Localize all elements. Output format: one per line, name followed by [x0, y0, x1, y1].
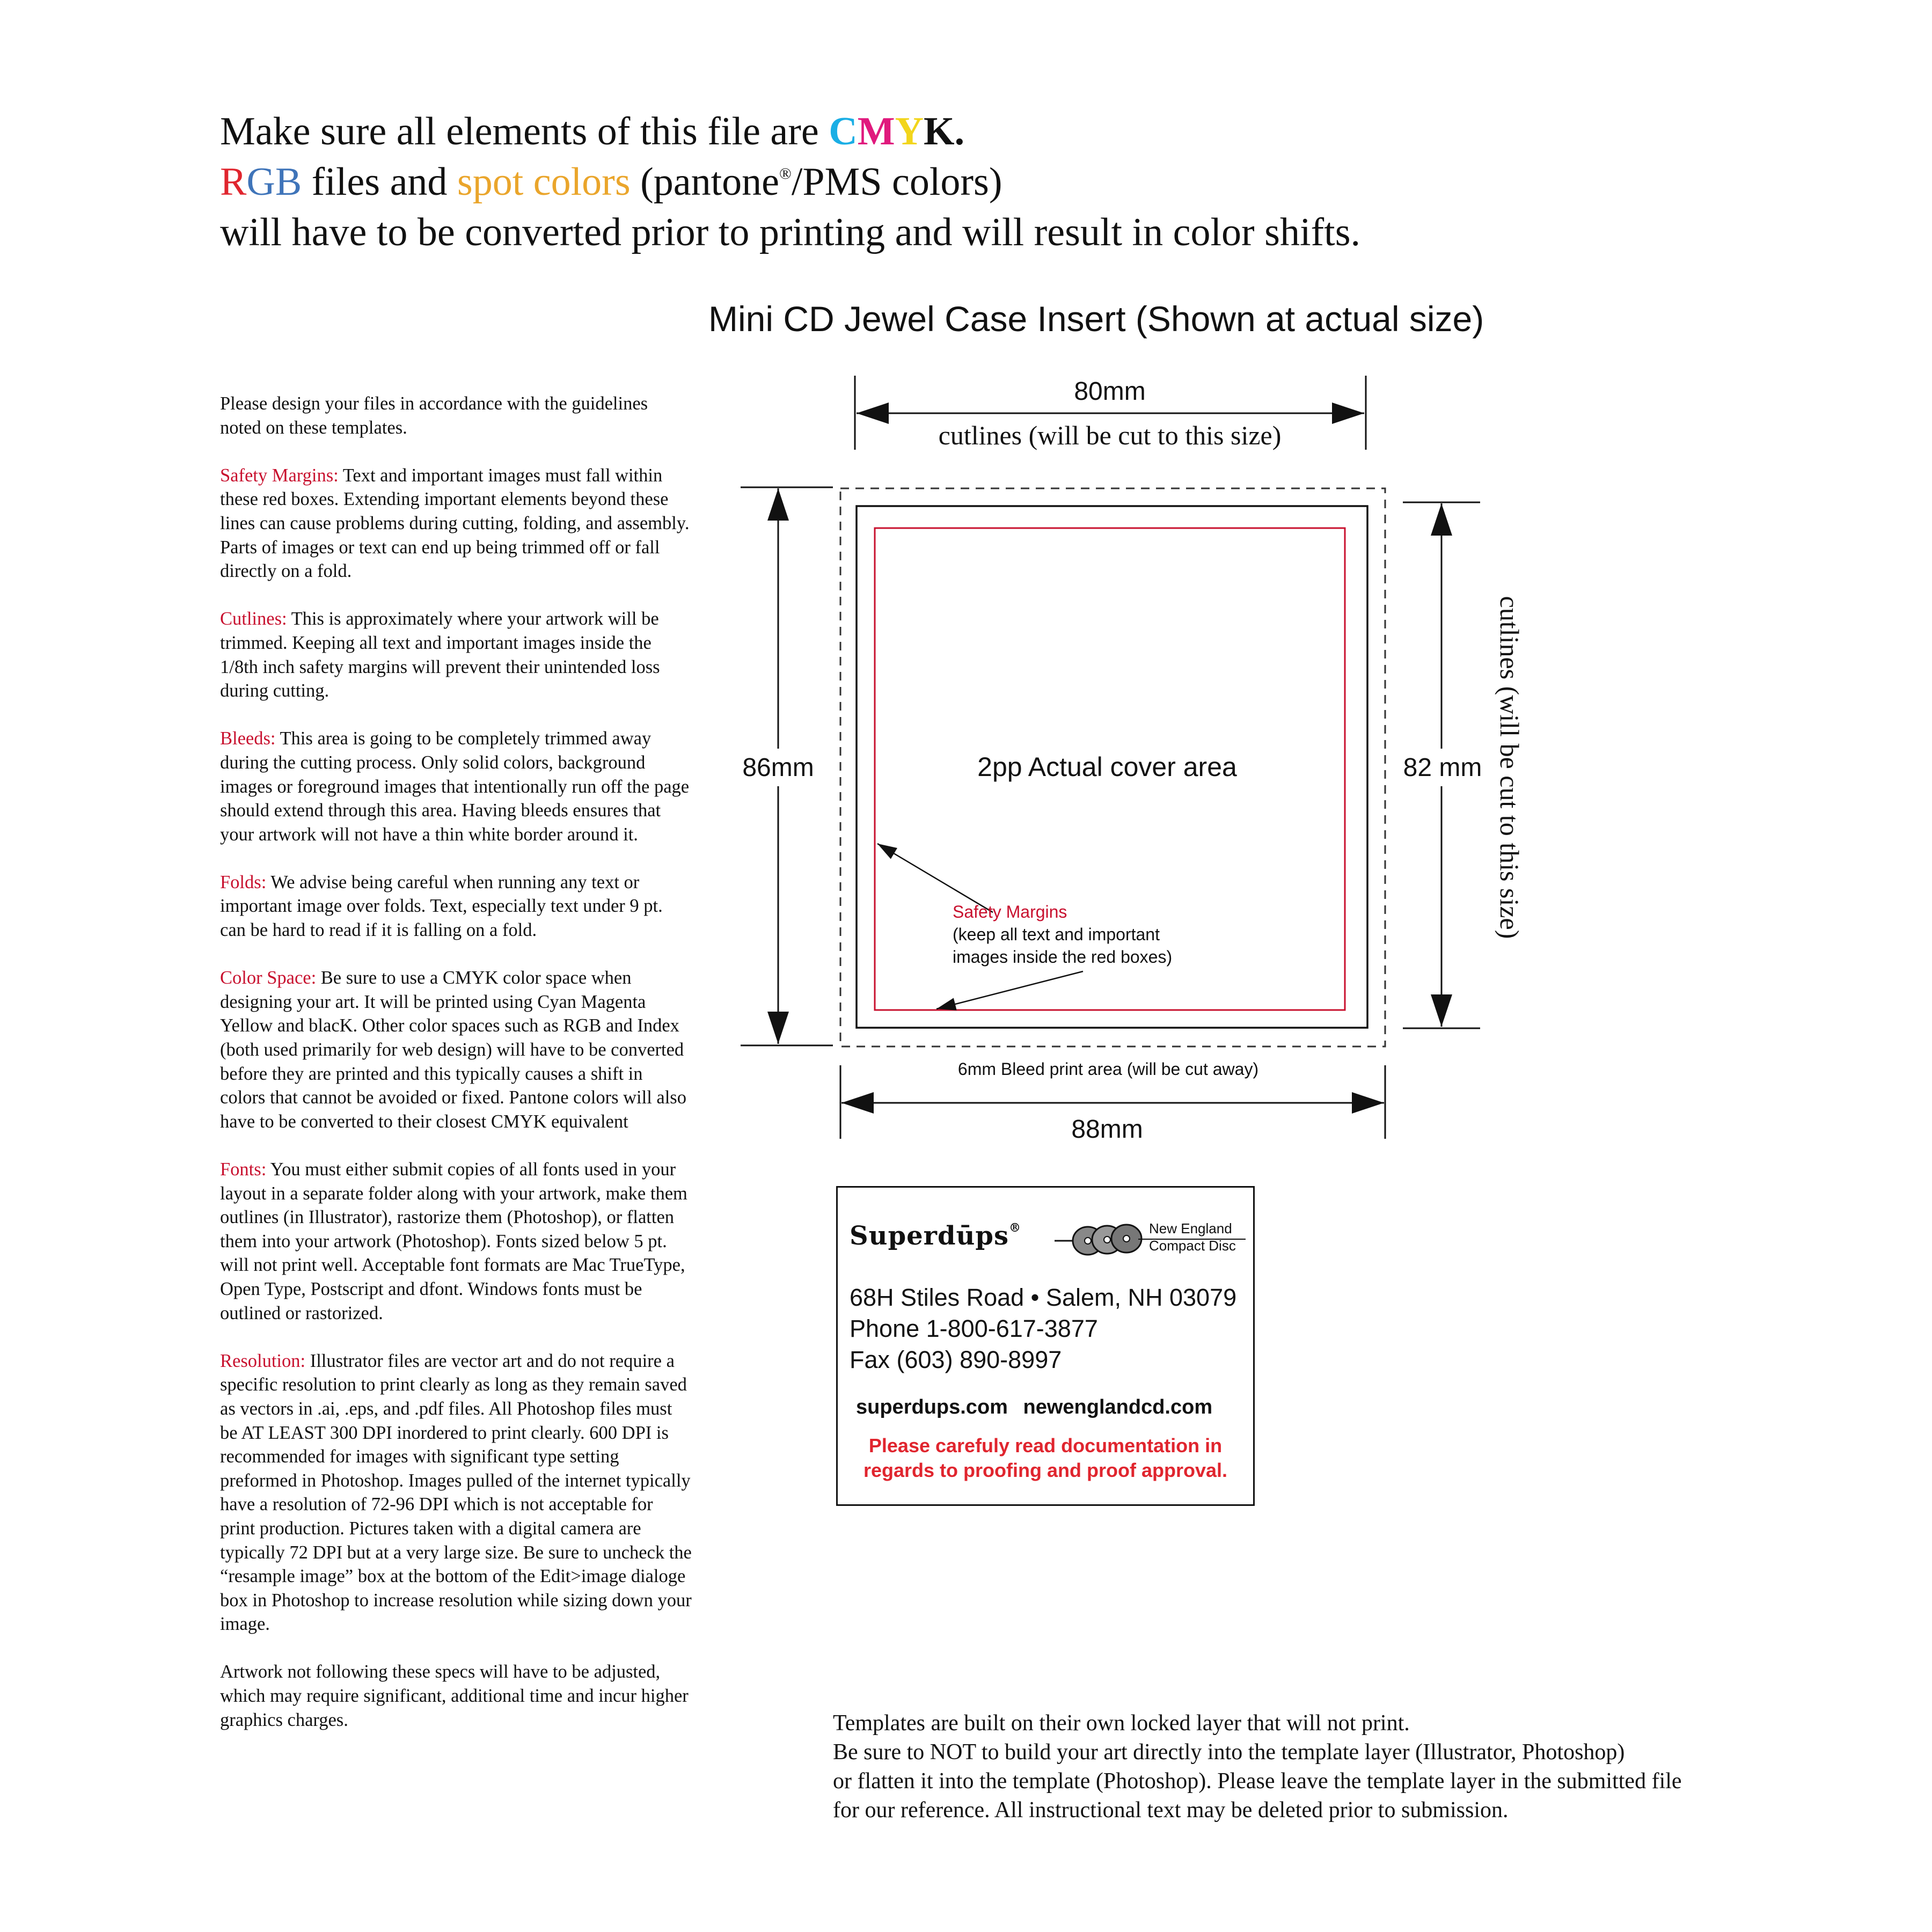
dim-88-label: 88mm	[1071, 1115, 1143, 1144]
guideline-color-space: Color Space: Be sure to use a CMYK color space when designing your art. It will be printed using Cyan Magenta Yellow and blacK. Other color spaces such as RGB and Index (both used primarily for web design) will have to be converted before they are printed and this typically causes a shift in colors that cannot be avoided or fixed. Pantone colors will also have to be converted to their closest CMYK equivalent	[220, 968, 686, 1132]
superdups-logo: Superdūps®	[850, 1221, 1021, 1251]
dim-86-label: 86mm	[742, 753, 814, 782]
guideline-folds: Folds: We advise being careful when running any text or important image over folds. Text, especially text under 9 pt. can be hard to read if it is falling on a fold.	[220, 872, 663, 941]
template-title: Mini CD Jewel Case Insert (Shown at actual size)	[708, 299, 1484, 339]
header-line-2: RGB files and spot colors (pantone®/PMS colors)	[220, 160, 1002, 204]
cmyk-y: Y	[895, 109, 924, 153]
new-england-cd-logo-text: New England Compact Disc	[1149, 1220, 1236, 1254]
compact-disc-logo-icon	[1055, 1222, 1146, 1260]
guideline-resolution: Resolution: Illustrator files are vector art and do not require a specific resolution to print clearly as long as they remain saved as vectors in .ai, .eps, and .pdf files. All Photoshop files must be AT LEAST 300 DPI inordered to print clearly. 600 DPI is recommended for images with significant type setting preformed in Photoshop. Images pulled of the internet typically have a resolution of 72-96 DPI which is not acceptable for print production. Pictures taken with a digital camera are typically 72 DPI but at a very large size. Be sure to uncheck the “resample image” box at the bottom of the Edit>image dialoge box in Photoshop to increase resolution while sizing down your image.	[220, 1350, 692, 1635]
registered-mark: ®	[779, 165, 792, 182]
header-line-1: Make sure all elements of this file are CMYK.	[220, 109, 965, 153]
superdups-reg-mark: ®	[1009, 1221, 1021, 1235]
rgb-b: B	[275, 160, 302, 204]
guidelines-closing: Artwork not following these specs will have to be adjusted, which may require significant, additional time and incur higher graphics charges.	[220, 1662, 689, 1730]
dim-80-label: 80mm	[1074, 377, 1146, 406]
proofing-notice: Please carefuly read documentation in regards to proofing and proof approval.	[863, 1435, 1228, 1481]
safety-callout-line-1: (keep all text and important	[953, 925, 1160, 944]
cutlines-label-vertical: cutlines (will be cut to this size)	[1495, 596, 1525, 939]
header-line-3: will have to be converted prior to printing and will result in color shifts.	[220, 210, 1361, 254]
guideline-cutlines: Cutlines: This is approximately where your artwork will be trimmed. Keeping all text and important images inside the 1/8th inch safety margins will prevent their unintended loss during cutting.	[220, 609, 660, 701]
contact-details	[850, 1282, 1236, 1375]
template-layer-note: Templates are built on their own locked layer that will not print. Be sure to NOT to build your art directly into the template layer (Illustrator, Photoshop) or flatten it into the template (Photoshop). Please leave the template layer in the submitted file for our reference. All instructional text may be deleted prior to submission.	[833, 1711, 1682, 1823]
safety-callout-arrow-2	[936, 971, 1083, 1009]
guideline-safety-margins: Safety Margins: Text and important images must fall within these red boxes. Extending important elements beyond these lines can cause problems during cutting, folding, and assembly. Parts of images or text can end up being trimmed off or fall directly on a fold.	[220, 465, 690, 582]
cover-area-label: 2pp Actual cover area	[977, 752, 1237, 782]
dim-82-label: 82 mm	[1403, 753, 1482, 782]
cmyk-c: C	[829, 109, 858, 153]
fax-line: Fax (603) 890-8997	[850, 1346, 1062, 1373]
guideline-bleeds: Bleeds: This area is going to be completely trimmed away during the cutting process. Only solid colors, background images or foreground images that intentionally run off the page should extend through this area. Having bleeds ensures that your artwork will not have a thin white border around it.	[220, 728, 690, 845]
safety-callout-line-2: images inside the red boxes)	[953, 947, 1173, 967]
guidelines-intro: Please design your files in accordance with the guidelines noted on these templates.	[220, 393, 648, 438]
rgb-g: G	[246, 160, 275, 204]
contact-box	[836, 1186, 1255, 1506]
spot-colors-text: spot colors	[457, 160, 631, 204]
cmyk-m: M	[857, 109, 895, 153]
phone-line: Phone 1-800-617-3877	[850, 1315, 1098, 1342]
cmyk-k: K.	[924, 109, 965, 153]
rgb-r: R	[220, 160, 247, 204]
cutlines-label-horizontal: cutlines (will be cut to this size)	[938, 420, 1282, 450]
safety-callout-title: Safety Margins	[953, 902, 1067, 921]
website-links: superdups.com newenglandcd.com	[856, 1396, 1213, 1418]
bleed-area-label: 6mm Bleed print area (will be cut away)	[957, 1059, 1259, 1079]
address-line: 68H Stiles Road • Salem, NH 03079	[850, 1284, 1237, 1311]
guideline-fonts: Fonts: You must either submit copies of all fonts used in your layout in a separate folder along with your artwork, make them outlines (in Illustrator), rastorize them (Photoshop), or flatten them into your artwork (Photoshop). Fonts sized below 5 pt. will not print well. Acceptable font formats are Mac TrueType, Open Type, Postscript and dfont. Windows fonts must be outlined or rastorized.	[220, 1159, 687, 1323]
